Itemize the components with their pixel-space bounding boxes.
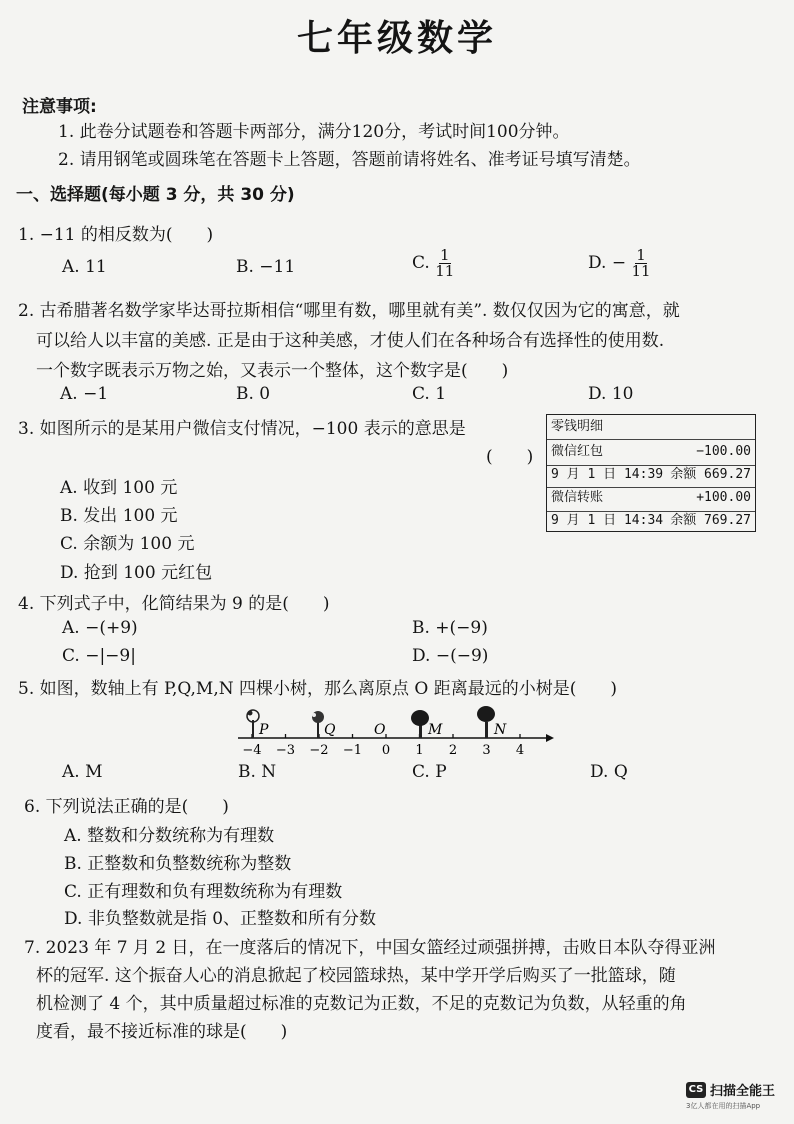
q1-option-c-label: C.: [412, 253, 430, 273]
tick-label: 1: [415, 743, 424, 758]
tree-icon-p: [247, 710, 259, 738]
tick-label: −2: [309, 743, 329, 758]
wallet-row-1-value: −100.00: [696, 444, 751, 459]
tree-icon-q: [312, 711, 324, 738]
label-m: M: [428, 722, 443, 738]
q1-stem: 1. −11 的相反数为( ): [18, 225, 214, 245]
q4-option-b: B. +(−9): [412, 618, 488, 638]
q6-stem: 6. 下列说法正确的是( ): [24, 797, 229, 817]
tick-label: 4: [515, 743, 525, 758]
wallet-row-1-label: 微信红包: [551, 444, 604, 459]
q3-stem: 3. 如图所示的是某用户微信支付情况，−100 表示的意思是: [18, 419, 466, 439]
q2-line-1: 2. 古希腊著名数学家毕达哥拉斯相信“哪里有数，哪里就有美”. 数仅仅因为它的寓意，就: [18, 301, 680, 321]
q2-option-b: B. 0: [236, 384, 271, 404]
arrow-icon: [546, 734, 554, 742]
label-p: P: [259, 722, 269, 738]
tick-label: −1: [342, 743, 363, 758]
scanner-app-name: 扫描全能王: [710, 1084, 776, 1099]
tree-icon-n: [477, 706, 495, 738]
q2-option-a: A. −1: [60, 384, 109, 404]
q7-line-1: 7. 2023 年 7 月 2 日，在一度落后的情况下，中国女篮经过顽强拼搏，击败日本队夺得亚洲: [24, 938, 716, 958]
q2-option-c: C. 1: [412, 384, 447, 404]
tick-label: 2: [448, 743, 458, 758]
denominator: 11: [435, 262, 455, 280]
q1-option-d: [588, 248, 651, 279]
tick-label: −4: [242, 743, 262, 758]
wallet-header: 零钱明细: [551, 419, 604, 434]
wallet-row-2-value: 余额 669.27: [670, 467, 751, 482]
divider: [547, 439, 755, 440]
number-line-figure: [230, 700, 560, 760]
fraction: [631, 248, 650, 279]
denominator: 11: [631, 262, 651, 280]
q5-option-d: D. Q: [590, 762, 628, 782]
numerator: 1: [439, 246, 450, 264]
q1-option-d-label: D. −: [588, 253, 627, 273]
wallet-row-4-label: 9 月 1 日 14:34: [551, 513, 664, 528]
q4-option-c: C. −|−9|: [62, 646, 136, 666]
notice-item-1: 1. 此卷分试题卷和答题卡两部分，满分120分，考试时间100分钟。: [58, 122, 570, 142]
q7-line-3: 机检测了 4 个，其中质量超过标准的克数记为正数，不足的克数记为负数，从轻重的角: [36, 994, 687, 1014]
q7-line-2: 杯的冠军. 这个振奋人心的消息掀起了校园篮球热，某中学开学后购买了一批篮球，随: [36, 966, 676, 986]
q6-option-d: D. 非负整数就是指 0、正整数和所有分数: [64, 909, 377, 929]
wallet-row-3-value: +100.00: [696, 490, 751, 505]
q6-option-a: A. 整数和分数统称为有理数: [64, 826, 275, 846]
q3-answer-paren: ( ): [486, 447, 534, 467]
scanner-logo-icon: CS: [686, 1082, 706, 1098]
tick-label: 3: [482, 743, 491, 758]
q1-option-b: B. −11: [236, 257, 296, 277]
label-q: Q: [324, 722, 336, 738]
q7-line-4: 度看，最不接近标准的球是( ): [36, 1022, 288, 1042]
numerator: 1: [636, 246, 646, 264]
q5-option-a: A. M: [62, 762, 103, 782]
q3-option-b: B. 发出 100 元: [60, 506, 178, 526]
q4-option-d: D. −(−9): [412, 646, 489, 666]
notice-item-2: 2. 请用钢笔或圆珠笔在答题卡上答题，答题前请将姓名、准考证号填写清楚。: [58, 150, 641, 170]
q1-option-c: [412, 248, 454, 279]
wallet-row-4-value: 余额 769.27: [670, 513, 751, 528]
q4-option-a: A. −(+9): [62, 618, 138, 638]
q1-option-a: A. 11: [62, 257, 107, 277]
q3-option-c: C. 余额为 100 元: [60, 534, 195, 554]
scanner-app-tagline: 3亿人都在用的扫描App: [686, 1102, 761, 1110]
fraction: [435, 248, 454, 279]
label-n: N: [494, 722, 507, 738]
q3-option-d: D. 抢到 100 元红包: [60, 563, 213, 583]
q5-stem: 5. 如图，数轴上有 P,Q,M,N 四棵小树，那么离原点 O 距离最远的小树是( ): [18, 679, 618, 699]
q6-option-c: C. 正有理数和负有理数统称为有理数: [64, 882, 343, 902]
section-heading: 一、选择题(每小题 3 分，共 30 分): [16, 185, 295, 205]
page-title: 七年级数学: [296, 18, 497, 59]
q5-option-c: C. P: [412, 762, 447, 782]
q5-option-b: B. N: [238, 762, 277, 782]
q4-stem: 4. 下列式子中，化简结果为 9 的是( ): [18, 594, 330, 614]
tick-label: 0: [381, 743, 391, 758]
notice-heading: 注意事项:: [22, 97, 97, 117]
q3-option-a: A. 收到 100 元: [60, 478, 178, 498]
wallet-row-3-label: 微信转账: [551, 490, 604, 505]
q2-option-d: D. 10: [588, 384, 634, 404]
tree-icon-m: [411, 710, 429, 738]
label-o: O: [374, 722, 386, 738]
tick-label: −3: [275, 743, 296, 758]
q2-line-3: 一个数字既表示万物之始，又表示一个整体，这个数字是( ): [36, 361, 509, 381]
q2-line-2: 可以给人以丰富的美感. 正是由于这种美感，才使人们在各种场合有选择性的使用数.: [36, 331, 665, 351]
wallet-detail-box: [546, 414, 756, 532]
wallet-row-2-label: 9 月 1 日 14:39: [551, 467, 664, 482]
q6-option-b: B. 正整数和负整数统称为整数: [64, 854, 292, 874]
